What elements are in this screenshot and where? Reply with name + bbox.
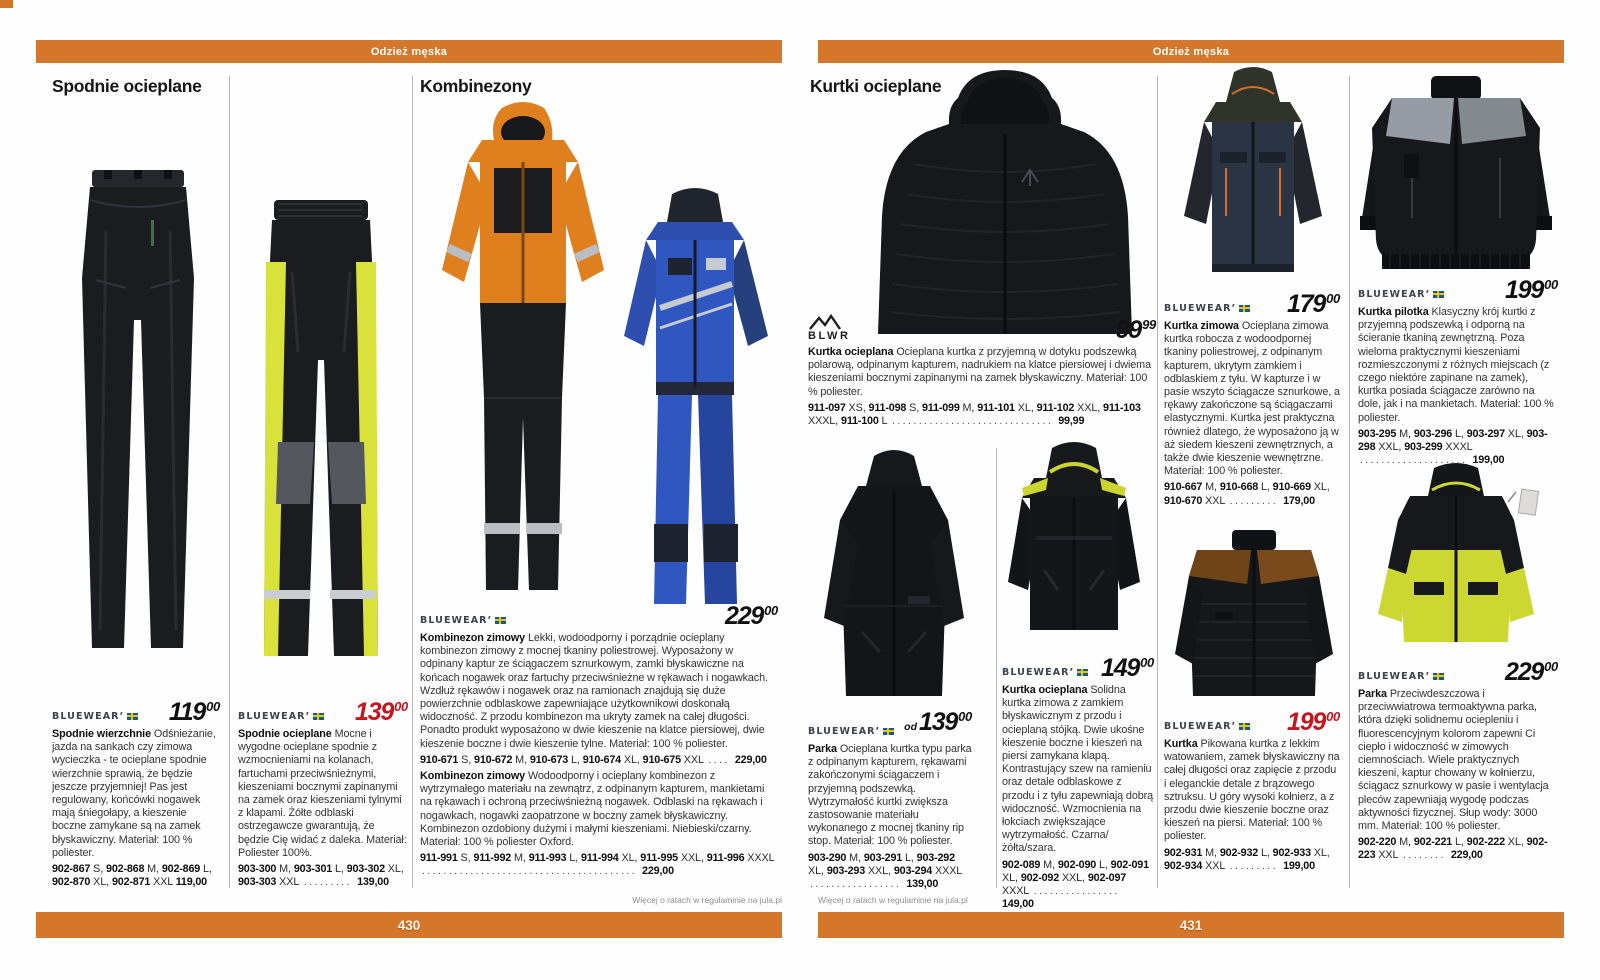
price: $229^{00}$ <box>725 602 778 630</box>
bluewear-logo: BLUEWEAR’ <box>1358 288 1444 301</box>
bluewear-logo: BLUEWEAR’ <box>808 725 894 738</box>
photo-spodnie-wierzchnie <box>56 160 220 660</box>
product-kurtka-blwr <box>808 314 1156 428</box>
page-number-bar-right <box>818 912 1564 938</box>
product-description: Kurtka ocieplana Ocieplana kurtka z przyjemną w dotyku podszewką polarową, odpinanym kapturem, nadrukiem na klatce piersiowej i dwiema kieszeniami bocznymi zapinanymi na zamek błyskawiczny. Materiał: 100 % poliester. <box>808 346 1151 398</box>
photo-kurtka-199 <box>1163 524 1343 710</box>
page-number: 431 <box>1179 917 1203 933</box>
price: $229^{00}$ <box>1505 658 1558 686</box>
product-description: Kombinezon zimowy Wodoodporny i ocieplany kombinezon z wytrzymałego materiału na zewnątrz, z odpinanym kapturem, mankietami na rękawach i ochroną przeciwśnieżną nogawek. Odblaski na rękawach i nogawkach, nogawki zaopatrzone w boczny zamek błyskawiczny. Kombinezon ozdobiony dużymi i małymi kieszeniami. Niebieski/czarny. Materiał: 100 % poliester Oxford. <box>420 770 765 849</box>
price: $99^{99}$ <box>1115 316 1156 344</box>
swedish-flag-icon <box>1077 669 1088 676</box>
product-kurtka-pilotka <box>1358 274 1558 467</box>
rates-note: Więcej o ratach w regulaminie na jula.pl <box>818 895 968 905</box>
swedish-flag-icon <box>1433 291 1444 298</box>
product-description: Kurtka ocieplana Solidna kurtka zimowa z zamkiem błyskawicznym z przodu i ocieplaną stójką. Dwie ukośne kieszenie boczne i kieszeń na piersi zamykana klapą. Kontrastujący szew na ramieniu oraz detale odblaskowe z przodu i z tyłu zapewniają dobrą widoczność. Wzmocnienia na łokciach zwiększające wytrzymałość. Czarna/żółta/szara. <box>1002 684 1154 855</box>
divider <box>1157 76 1158 888</box>
swedish-flag-icon <box>313 713 324 720</box>
product-kurtka-199 <box>1164 706 1340 873</box>
bluewear-logo: BLUEWEAR’ <box>420 614 506 627</box>
swedish-flag-icon <box>1433 673 1444 680</box>
bluewear-logo: BLUEWEAR’ <box>1164 302 1250 315</box>
category-label: Odzież męska <box>1152 45 1230 58</box>
rates-note: Więcej o ratach w regulaminie na jula.pl <box>632 895 782 905</box>
photo-parka-139 <box>810 446 978 704</box>
bleed-corner <box>0 0 13 8</box>
photo-kombinezon-niebieski <box>610 186 780 612</box>
product-codes: 902-089 M, 902-090 L, 902-091 XL, 902-092 XXL, 902-097 XXXL ................ 149,00 <box>1002 858 1149 911</box>
swedish-flag-icon <box>883 728 894 735</box>
swedish-flag-icon <box>1239 723 1250 730</box>
photo-spodnie-ocieplane <box>234 192 408 674</box>
photo-kurtka-149 <box>994 440 1154 652</box>
product-description: Kurtka zimowa Ocieplana zimowa kurtka robocza z wodoodpornej tkaniny poliestrowej, z odpinanym kapturem, ukrytym zamkiem i odblaskiem z tyłu. W kapturze i w pasie wszyto ściągacze sznurkowe, a rękawy zakończone są ściągaczami elastycznymi. Kurtka jest praktyczna również dlatego, że wyposażono ją w aż siedem kieszeni zewnętrznych, a także dwie kieszenie wewnętrzne. Materiał: 100 % poliester. <box>1164 320 1340 478</box>
divider <box>412 76 413 888</box>
page-number: 430 <box>397 917 421 933</box>
product-parka-229 <box>1358 656 1558 863</box>
product-kurtka-149 <box>1002 652 1154 911</box>
category-bar-right <box>818 40 1564 63</box>
photo-kurtka-zimowa <box>1162 64 1344 294</box>
swedish-flag-icon <box>127 713 138 720</box>
product-codes: 903-300 M, 903-301 L, 903-302 XL, 903-303 XXL ......... 139,00 <box>238 863 404 889</box>
section-title-spodnie: Spodnie ocieplane <box>52 76 202 96</box>
product-codes: 910-671 S, 910-672 M, 910-673 L, 910-674 XL, 910-675 XXL .... 229,00 <box>420 753 767 766</box>
product-kombinezony <box>420 600 778 879</box>
swedish-flag-icon <box>1239 305 1250 312</box>
section-title-kombinezony: Kombinezony <box>420 76 532 96</box>
product-spodnie-ocieplane <box>238 696 408 889</box>
photo-kurtka-pilotka <box>1352 68 1560 280</box>
photo-kurtka-ocieplana-blwr <box>854 64 1156 334</box>
price: $119^{00}$ <box>168 698 220 726</box>
price: $139^{00}$ <box>355 698 408 726</box>
bluewear-logo: BLUEWEAR’ <box>1164 720 1250 733</box>
price: $od139^{00}$ <box>904 708 972 736</box>
category-label: Odzież męska <box>370 45 448 58</box>
product-codes: 903-295 M, 903-296 L, 903-297 XL, 903-298 XXL, 903-299 XXXL .................... 199,00 <box>1358 427 1548 467</box>
product-codes: 902-220 M, 902-221 L, 902-222 XL, 902-223 XXL ........ 229,00 <box>1358 836 1548 862</box>
mountain-icon <box>808 314 848 331</box>
section-title-kurtki: Kurtki ocieplane <box>810 76 942 96</box>
product-description: Kurtka Pikowana kurtka z lekkim watowaniem, zamek błyskawiczny na całej długości oraz zapięcie z przodu i eleganckie detale z brązowego sztruksu. U góry wysoki kołnierz, a z przodu dwie kieszenie boczne oraz kieszeń na piersi. Materiał: 100 % poliester. <box>1164 738 1340 843</box>
product-codes: 910-667 M, 910-668 L, 910-669 XL, 910-670 XXL ......... 179,00 <box>1164 481 1330 507</box>
product-kurtka-zimowa <box>1164 288 1340 508</box>
price: $199^{00}$ <box>1287 708 1340 736</box>
page-number-bar-left <box>36 912 782 938</box>
bluewear-logo: BLUEWEAR’ <box>52 710 138 723</box>
product-description: Kombinezon zimowy Lekki, wodoodporny i porządnie ocieplany kombinezon zimowy z mocnej tkaniny poliestrowej. Wyposażony w odpinany kaptur ze ściągaczem sznurkowym, zamki błyskawiczne na końcach nogawek oraz fartuchy przeciwśnieżne w rękawach i nogawkach. Wzdłuż rękawów i nogawek oraz na ramionach znajdują się duże powierzchnie odblaskowe zapewniające użytkownikowi doskonałą widoczność. Z przodu kombinezon ma ukryty zamek na całej długości. Ponadto produkt wyposażono w dwie kieszenie na klatce piersiowej, dwie kieszenie boczne i dwie kieszenie tylne. Materiał: 100 % poliester. <box>420 632 768 750</box>
bluewear-logo: BLUEWEAR’ <box>1002 666 1088 679</box>
product-description: Spodnie ocieplane Mocne i wygodne ocieplane spodnie z wzmocnieniami na kolanach, fartuchami przeciwśnieżnymi, kieszeniami bocznymi zapinanymi na zamek oraz kieszeniami tylnymi z klapami. Żółte odblaski ostrzegawcze gwarantują, że będzie Cię widać z daleka. Materiał: Poliester 100%. <box>238 728 407 859</box>
price: $179^{00}$ <box>1287 290 1340 318</box>
price: $199^{00}$ <box>1505 276 1558 304</box>
product-description: Parka Przeciwdeszczowa i przeciwwiatrowa termoaktywna parka, która dzięki solidnemu ociepleniu i fluorescencyjnym kolorom zapewni Ci ciepło i widoczność w zimowych ciemnościach. Wiele praktycznych kieszeni, kaptur chowany w kołnierzu, ściągacz sznurkowy w pasie i wentylacja pleców zapewniają wygodę podczas aktywności fizycznej. Słup wody: 3000 mm. Materiał: 100 % poliester. <box>1358 688 1549 833</box>
product-codes: 902-931 M, 902-932 L, 902-933 XL, 902-934 XXL ......... 199,00 <box>1164 846 1330 872</box>
photo-parka-229 <box>1350 462 1562 654</box>
product-codes: 903-290 M, 903-291 L, 903-292 XL, 903-293 XXL, 903-294 XXXL ................. 139,00 <box>808 851 962 891</box>
blwr-logo: BLWR <box>808 314 850 341</box>
product-parka-139 <box>808 706 972 891</box>
product-spodnie-wierzchnie <box>52 696 220 889</box>
product-description: Kurtka pilotka Klasyczny krój kurtki z przyjemną podszewką i odporną na ścieranie tkaniną zewnętrzną. Poza wieloma praktycznymi kieszeniami rozmieszczonymi z różnych miejscach (z czego niektóre zapinane na zamek), kurtka posiada ściągacze zarówno na dole, jak i na mankietach. Materiał: 100 % poliester. <box>1358 306 1554 424</box>
photo-kombinezon-pomaranczowy <box>424 98 622 598</box>
product-description: Spodnie wierzchnie Odśnieżanie, jazda na sankach czy zimowa wycieczka - te ocieplane spodnie wierzchnie sprawią, że będzie jeszcze przyjemniej! Pas jest regulowany, końcówki nogawek mają śniegołapy, a kieszenie boczne zamykane są na zamek błyskawiczny. Materiał: 100 % poliester. <box>52 728 216 859</box>
category-bar-left <box>36 40 782 63</box>
product-codes: 911-991 S, 911-992 M, 911-993 L, 911-994 XL, 911-995 XXL, 911-996 XXXL ........................................ 229,00 <box>420 852 775 878</box>
product-codes: 911-097 XS, 911-098 S, 911-099 M, 911-101 XL, 911-102 XXL, 911-103 XXXL, 911-100 L .............................. 99,99 <box>808 401 1141 428</box>
price: $149^{00}$ <box>1101 654 1154 682</box>
bluewear-logo: BLUEWEAR’ <box>1358 670 1444 683</box>
product-description: Parka Ocieplana kurtka typu parka z odpinanym kapturem, rękawami zakończonymi ściągaczem i przyjemną podszewką. Wytrzymałość kurtki zwiększa zastosowanie materiału wykonanego z mocnej tkaniny rip stop. Materiał: 100 % poliester. <box>808 743 972 848</box>
product-codes: 902-867 S, 902-868 M, 902-869 L, 902-870 XL, 902-871 XXL 119,00 <box>52 863 212 889</box>
swedish-flag-icon <box>495 617 506 624</box>
bluewear-logo: BLUEWEAR’ <box>238 710 324 723</box>
divider <box>229 76 230 888</box>
